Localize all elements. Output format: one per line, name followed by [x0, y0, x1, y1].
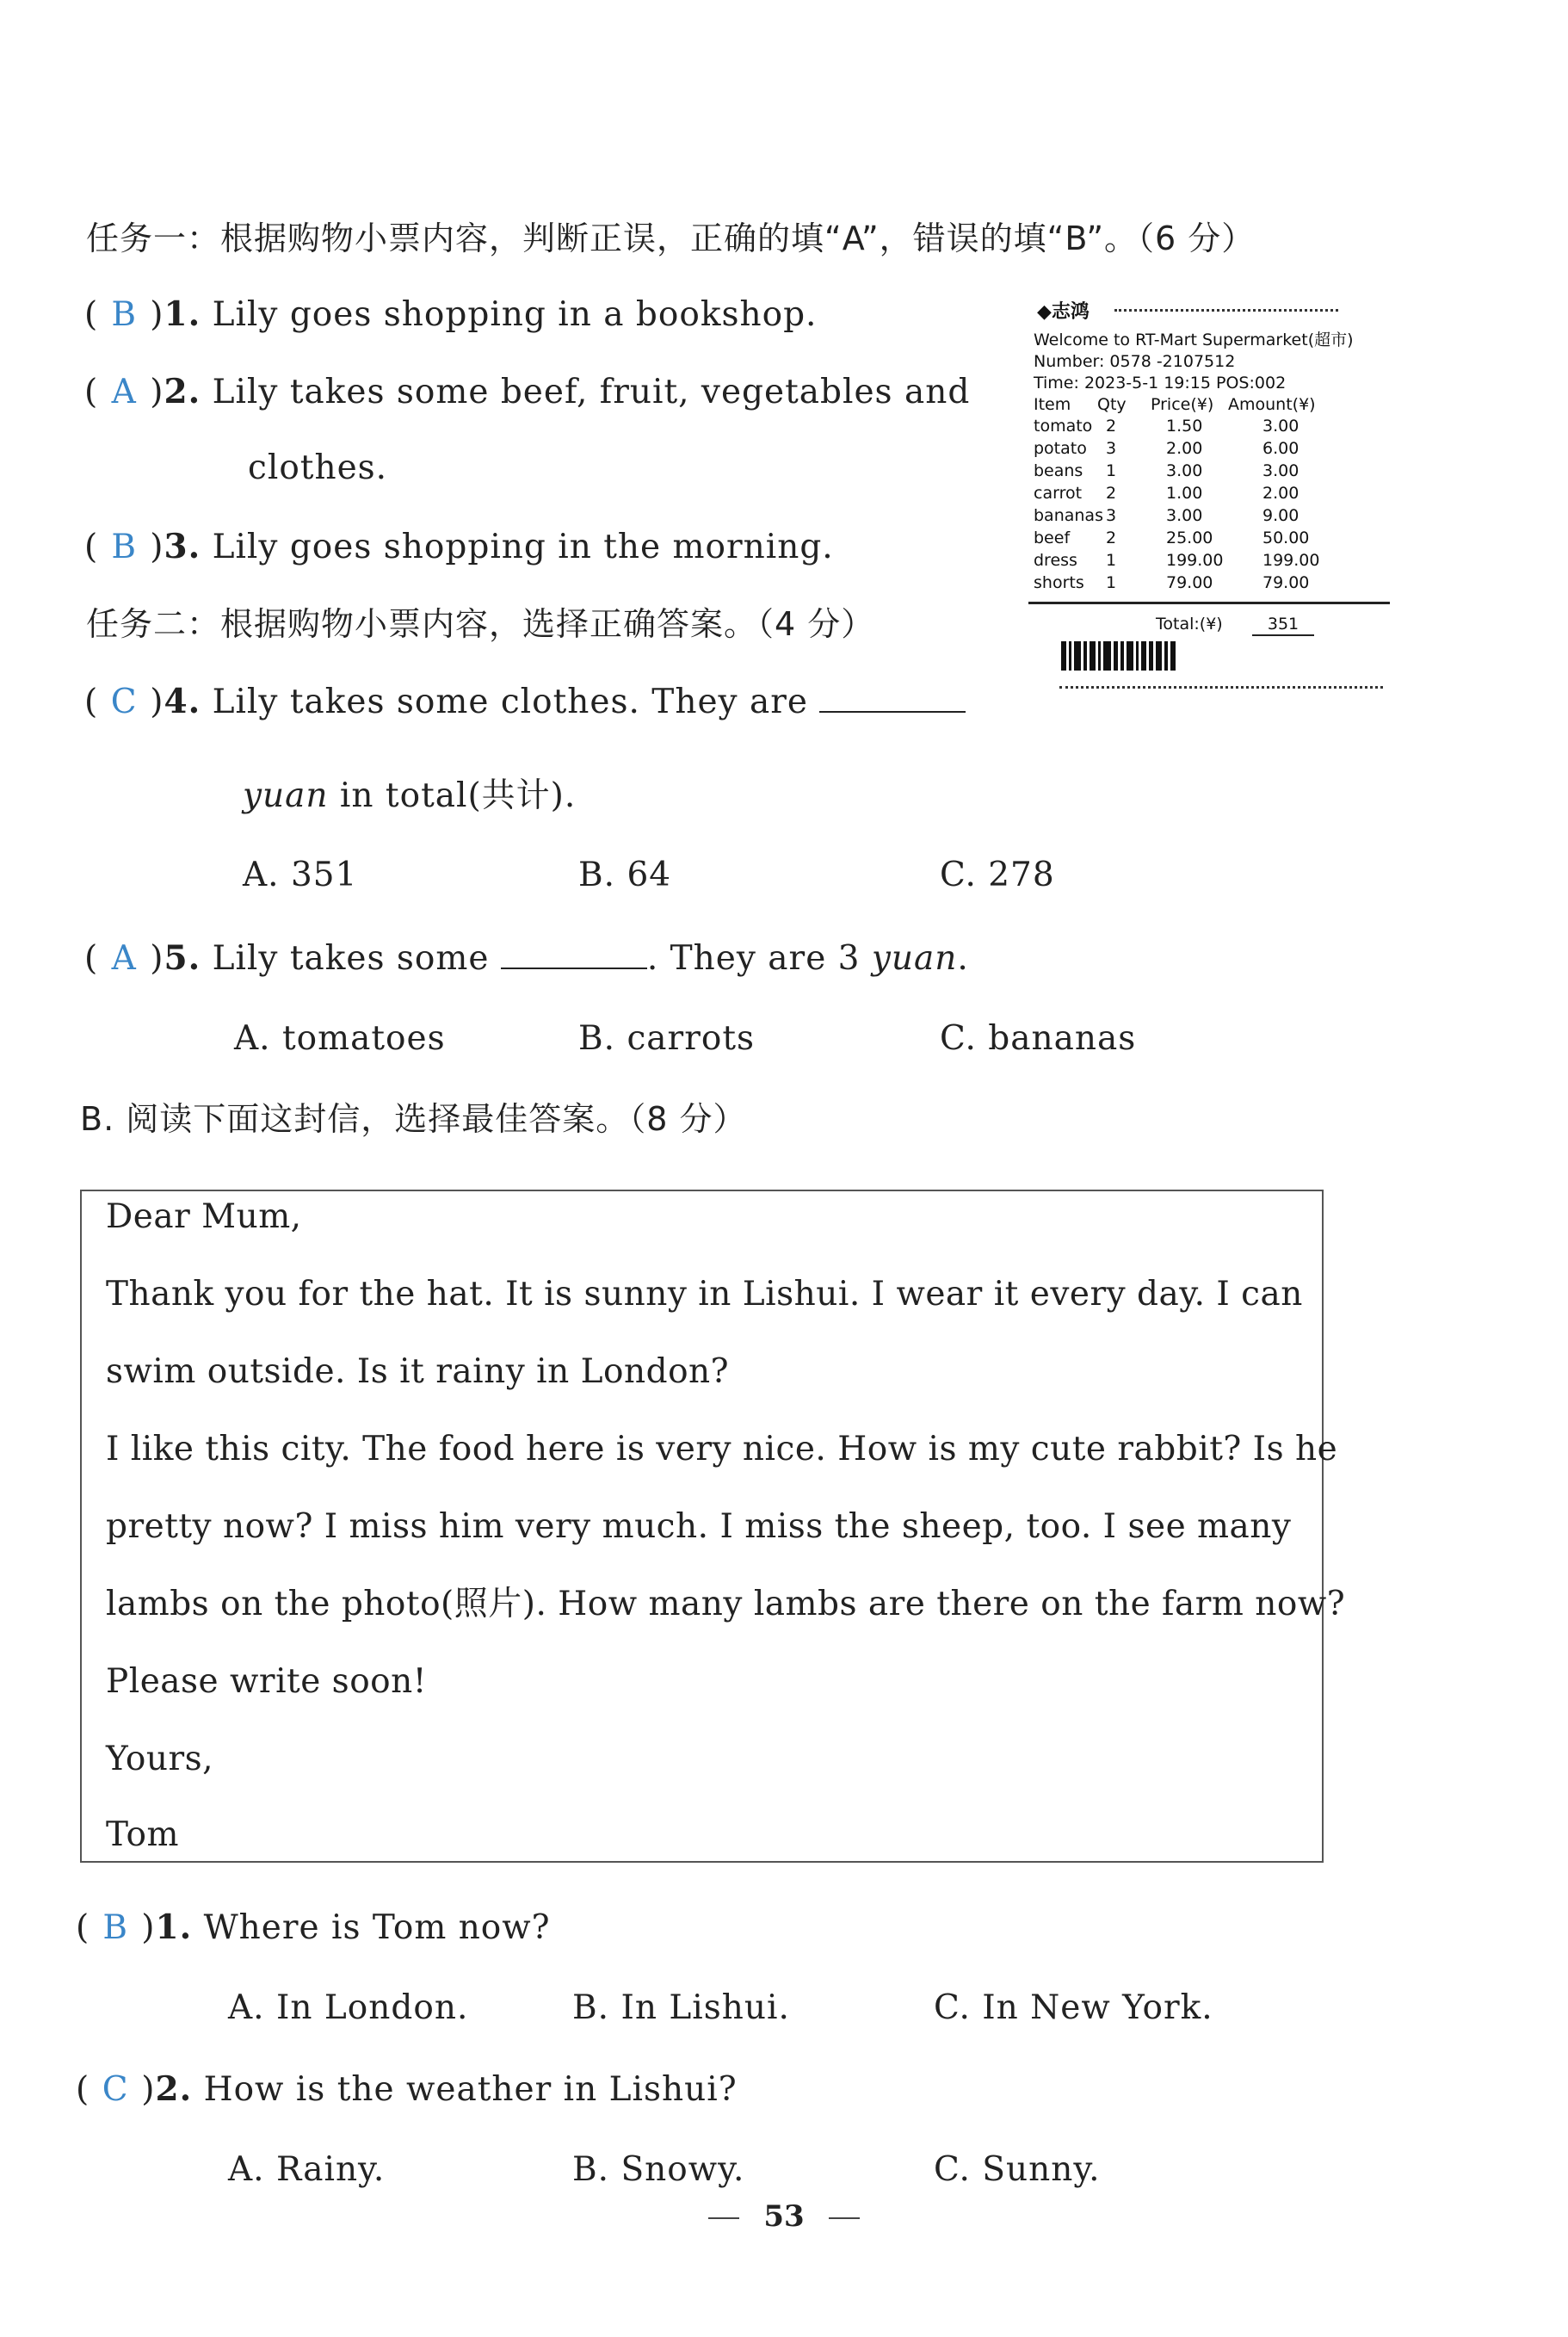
letter-box [80, 1190, 1346, 1863]
answer-mark: B [111, 528, 138, 566]
receipt-cell-amount: 3.00 [1262, 417, 1299, 436]
question-text: Where is Tom now? [203, 1908, 551, 1947]
option-a: A. 351 [243, 856, 358, 894]
receipt-cell-qty: 1 [1106, 551, 1117, 570]
task1-question-2-continuation: clothes. [248, 448, 388, 487]
letter-line: Yours, [106, 1740, 214, 1778]
option-a: A. In London. [228, 1988, 469, 2027]
receipt-cell-amount: 6.00 [1262, 439, 1299, 458]
receipt-cell-price: 79.00 [1166, 573, 1213, 592]
receipt-cell-price: 3.00 [1166, 461, 1203, 480]
letter-line: Dear Mum, [106, 1197, 302, 1236]
receipt-cell-item: carrot [1034, 484, 1083, 503]
sectionB-question-2: ( C )2. How is the weather in Lishui? [76, 2068, 738, 2111]
answer-blank [819, 683, 966, 713]
letter-line: pretty now? I miss him very much. I miss the sheep, too. I see many [106, 1507, 1292, 1546]
task1-question-2: ( A )2. Lily takes some beef, fruit, vegetables and [84, 370, 970, 414]
option-c: C. Sunny. [934, 2150, 1101, 2189]
question-text: Lily takes some clothes. They are [212, 683, 808, 721]
task2-heading: 任务二：根据购物小票内容，选择正确答案。（4 分） [86, 605, 875, 643]
receipt-total-value: 351 [1252, 614, 1314, 636]
task2-question-4-continuation: yuan in total(共计). [243, 776, 577, 815]
option-b: B. Snowy. [572, 2150, 745, 2189]
option-c: C. In New York. [934, 1988, 1213, 2027]
answer-mark: B [111, 295, 138, 334]
option-b: B. carrots [578, 1019, 755, 1058]
receipt-cell-price: 1.00 [1166, 484, 1203, 503]
receipt-cell-amount: 3.00 [1262, 461, 1299, 480]
letter-line: swim outside. Is it rainy in London? [106, 1352, 730, 1391]
letter-line: I like this city. The food here is very nice. How is my cute rabbit? Is he [106, 1430, 1338, 1468]
receipt-cell-item: bananas [1034, 506, 1103, 525]
receipt-cell-amount: 9.00 [1262, 506, 1299, 525]
receipt-number: Number: 0578 -2107512 [1034, 352, 1236, 371]
receipt-rule [1028, 602, 1390, 604]
receipt-cell-item: beef [1034, 529, 1071, 547]
receipt-total-label: Total:(¥) [1156, 615, 1223, 634]
brand-logo-icon: ◆志鸿 [1037, 301, 1090, 323]
answer-blank [501, 940, 647, 969]
option-c: C. 278 [940, 856, 1055, 894]
receipt-cell-qty: 3 [1106, 506, 1117, 525]
receipt-cell-qty: 1 [1106, 573, 1117, 592]
receipt-cell-amount: 2.00 [1262, 484, 1299, 503]
receipt-cell-amount: 199.00 [1262, 551, 1320, 570]
receipt-cell-price: 1.50 [1166, 417, 1203, 436]
receipt-divider-bottom [1059, 686, 1383, 689]
receipt-cell-item: dress [1034, 551, 1077, 570]
page-number: 53 [0, 2199, 1568, 2234]
receipt-cell-qty: 2 [1106, 417, 1117, 436]
letter-line: Please write soon! [106, 1662, 427, 1701]
task1-heading: 任务一：根据购物小票内容，判断正误，正确的填“A”，错误的填“B”。（6 分） [86, 219, 1256, 257]
task1-question-1: ( B )1. Lily goes shopping in a bookshop. [84, 293, 817, 337]
barcode-icon [1061, 641, 1176, 671]
receipt-cell-qty: 3 [1106, 439, 1117, 458]
receipt-cell-item: beans [1034, 461, 1083, 480]
receipt-divider [1114, 309, 1338, 312]
answer-mark: A [111, 939, 137, 978]
letter-line: lambs on the photo(照片). How many lambs are there on the farm now? [106, 1585, 1346, 1623]
sectionB-question-1: ( B )1. Where is Tom now? [76, 1906, 551, 1950]
question-text: How is the weather in Lishui? [203, 2070, 738, 2109]
letter-signature: Tom [106, 1815, 179, 1854]
answer-mark: A [111, 373, 137, 411]
task2-question-4: ( C )4. Lily takes some clothes. They are [84, 680, 966, 724]
option-b: B. 64 [578, 856, 672, 894]
option-a: A. tomatoes [234, 1019, 446, 1058]
letter-line: Thank you for the hat. It is sunny in Lishui. I wear it every day. I can [106, 1275, 1303, 1314]
receipt-time: Time: 2023-5-1 19:15 POS:002 [1034, 374, 1287, 393]
receipt-welcome: Welcome to RT-Mart Supermarket(超市) [1034, 331, 1354, 349]
receipt-cell-price: 3.00 [1166, 506, 1203, 525]
option-a: A. Rainy. [228, 2150, 386, 2189]
receipt-cell-item: potato [1034, 439, 1087, 458]
receipt-cell-qty: 2 [1106, 529, 1117, 547]
receipt-cell-price: 199.00 [1166, 551, 1224, 570]
answer-mark: C [102, 2070, 129, 2109]
question-text: Lily goes shopping in the morning. [212, 528, 834, 566]
task1-question-3: ( B )3. Lily goes shopping in the morning. [84, 525, 834, 569]
receipt-cell-amount: 50.00 [1262, 529, 1310, 547]
receipt-cell-qty: 1 [1106, 461, 1117, 480]
receipt-cell-amount: 79.00 [1262, 573, 1310, 592]
receipt-cell-price: 2.00 [1166, 439, 1203, 458]
answer-mark: B [102, 1908, 129, 1947]
receipt-cell-qty: 2 [1106, 484, 1117, 503]
receipt-cell-item: tomato [1034, 417, 1093, 436]
receipt-cell-item: shorts [1034, 573, 1084, 592]
answer-mark: C [110, 683, 138, 721]
option-b: B. In Lishui. [572, 1988, 790, 2027]
option-c: C. bananas [940, 1019, 1137, 1058]
task2-question-5: ( A )5. Lily takes some . They are 3 yuan. [84, 937, 969, 980]
shopping-receipt: ◆志鸿 Welcome to RT-Mart Supermarket(超市) Number: 0578 -2107512 Time: 2023-5-1 19:15 POS:002 Item Qty Price(¥) Amount(¥) tomato 2 1.50 3.00 potato 3 2.00 6.00 beans 1 3.00 3.00 carrot 2 1.00 2.00 bananas 3 3.00 9.00 beef 2 25.00 50.00 dress 1 199.00 199.00 shorts 1 79.00 79.00 Total:(¥) 351 [1028, 297, 1390, 693]
question-text: Lily goes shopping in a bookshop. [212, 295, 818, 334]
receipt-cell-price: 25.00 [1166, 529, 1213, 547]
sectionB-heading: B. 阅读下面这封信，选择最佳答案。（8 分） [80, 1100, 747, 1138]
question-text: Lily takes some beef, fruit, vegetables and [212, 373, 971, 411]
